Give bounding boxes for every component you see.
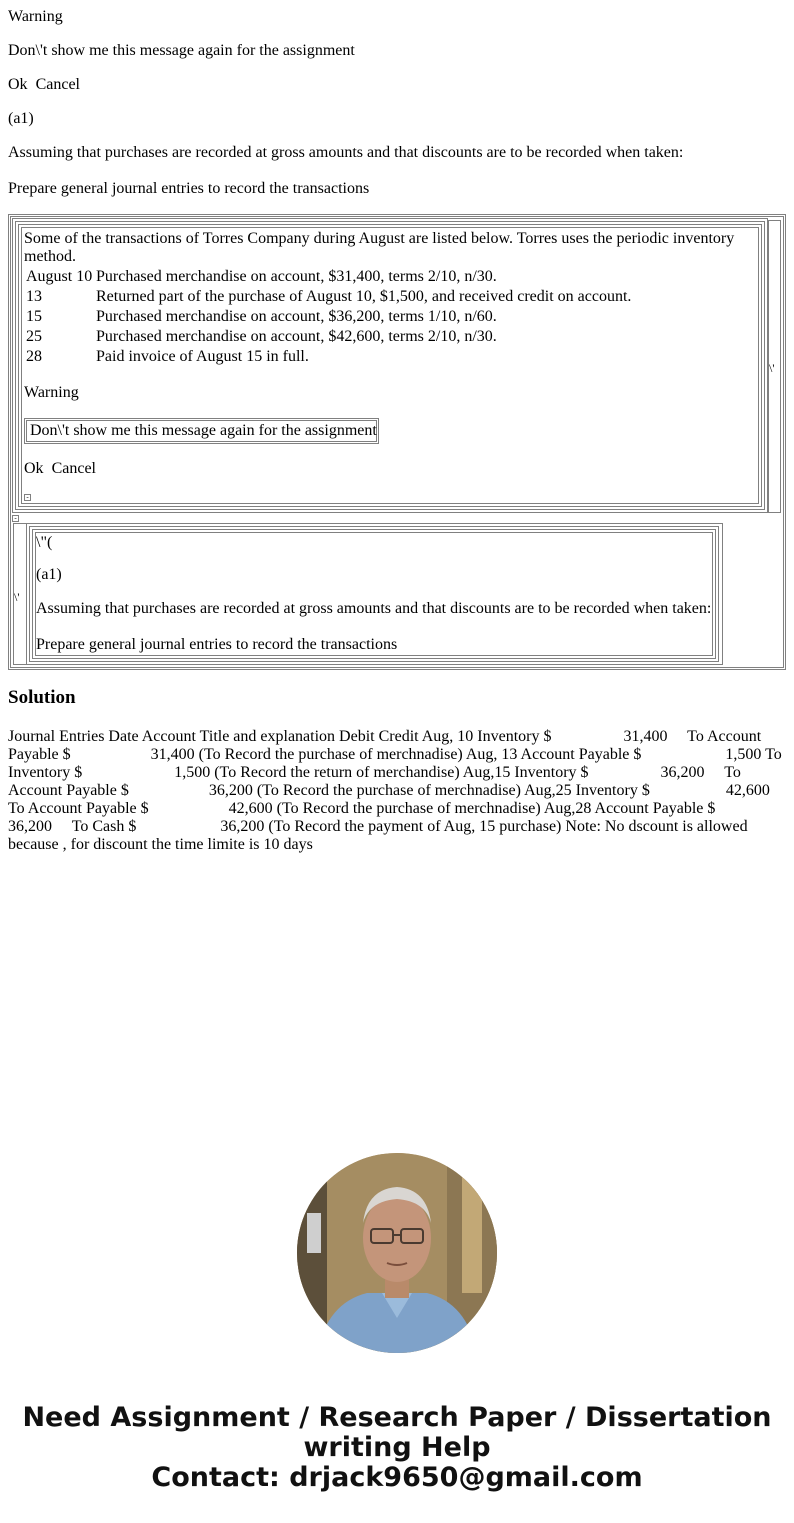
- transaction-date: 25: [26, 328, 42, 345]
- problem-intro: Some of the transactions of Torres Company during August are listed below. Torres uses the periodic inventory: [24, 230, 735, 247]
- dialog-buttons: [8, 76, 80, 94]
- inner-dialog-buttons: [24, 460, 96, 478]
- assumption-text: Assuming that purchases are recorded at gross amounts and that discounts are to be recorded when taken:: [8, 144, 684, 161]
- ok-button[interactable]: Ok: [8, 76, 28, 93]
- transaction-date: August 10: [26, 268, 93, 285]
- promo-line-2: writing Help: [303, 1432, 491, 1463]
- expand-icon[interactable]: -: [12, 515, 19, 522]
- promo-line-1: Need Assignment / Research Paper / Dissertation: [22, 1402, 772, 1433]
- promo-contact[interactable]: Contact: drjack9650@gmail.com: [151, 1462, 643, 1493]
- author-avatar: [297, 1153, 497, 1353]
- person-photo-icon: [297, 1153, 497, 1353]
- instruction-text: Prepare general journal entries to record the transactions: [8, 180, 370, 197]
- dont-show-button-label: Don\'t show me this message again for the assignment: [26, 420, 377, 442]
- lower-instruction: Prepare general journal entries to record the transactions: [36, 636, 398, 653]
- dont-show-label[interactable]: Don\'t show me this message again for the assignment: [8, 42, 355, 59]
- transaction-text: Purchased merchandise on account, $42,600, terms 2/10, n/30.: [96, 328, 497, 345]
- transaction-date: 13: [26, 288, 42, 305]
- inner-ok-button[interactable]: Ok: [24, 460, 44, 477]
- inner-cancel-button[interactable]: Cancel: [51, 460, 96, 477]
- cancel-button[interactable]: Cancel: [35, 76, 80, 93]
- transaction-text: Returned part of the purchase of August 10, $1,500, and received credit on account.: [96, 288, 632, 305]
- warning-title: Warning: [8, 8, 63, 25]
- transaction-date: 15: [26, 308, 42, 325]
- solution-heading: Solution: [8, 687, 76, 708]
- transaction-text: Paid invoice of August 15 in full.: [96, 348, 309, 365]
- lower-assumption: Assuming that purchases are recorded at gross amounts and that discounts are to be recorded when taken:: [36, 600, 712, 617]
- transaction-text: Purchased merchandise on account, $36,200, terms 1/10, n/60.: [96, 308, 497, 325]
- solution-body: Journal Entries Date Account Title and explanation Debit Credit Aug, 10 Inventory $ 31,400 To Account Payable $ 31,400 (To Record the purchase of merchnadise) Aug, 13 Account Payable $ 1,500 To Inventory $ 1,500 (To Record the return of merchandise) Aug,15 Inventory $ 36,200 To Account Payable $ 36,200 (To Record the purchase of merchnadise) Aug,25 Inventory $ 42,600 To Account Payable $ 42,600 (To Record the purchase of merchnadise) Aug,28 Account Payable $ 36,200 To Cash $ 36,200 (To Record the payment of Aug, 15 purchase) Note: No dscount is allowed because , for discount the time limite is 10 days: [8, 728, 788, 853]
- problem-intro-cont: method.: [24, 248, 76, 265]
- dont-show-button[interactable]: [24, 418, 379, 444]
- part-label: (a1): [8, 110, 34, 127]
- transaction-date: 28: [26, 348, 42, 365]
- inner-warning-title: Warning: [24, 384, 79, 401]
- lower-open-mark: \"(: [36, 534, 53, 551]
- lower-mark: \': [14, 590, 20, 604]
- lower-part-label: (a1): [36, 566, 62, 583]
- promo-banner: [0, 1403, 794, 1493]
- transaction-text: Purchased merchandise on account, $31,400, terms 2/10, n/30.: [96, 268, 497, 285]
- collapse-icon[interactable]: -: [24, 494, 31, 501]
- quote-mark: \': [769, 361, 775, 375]
